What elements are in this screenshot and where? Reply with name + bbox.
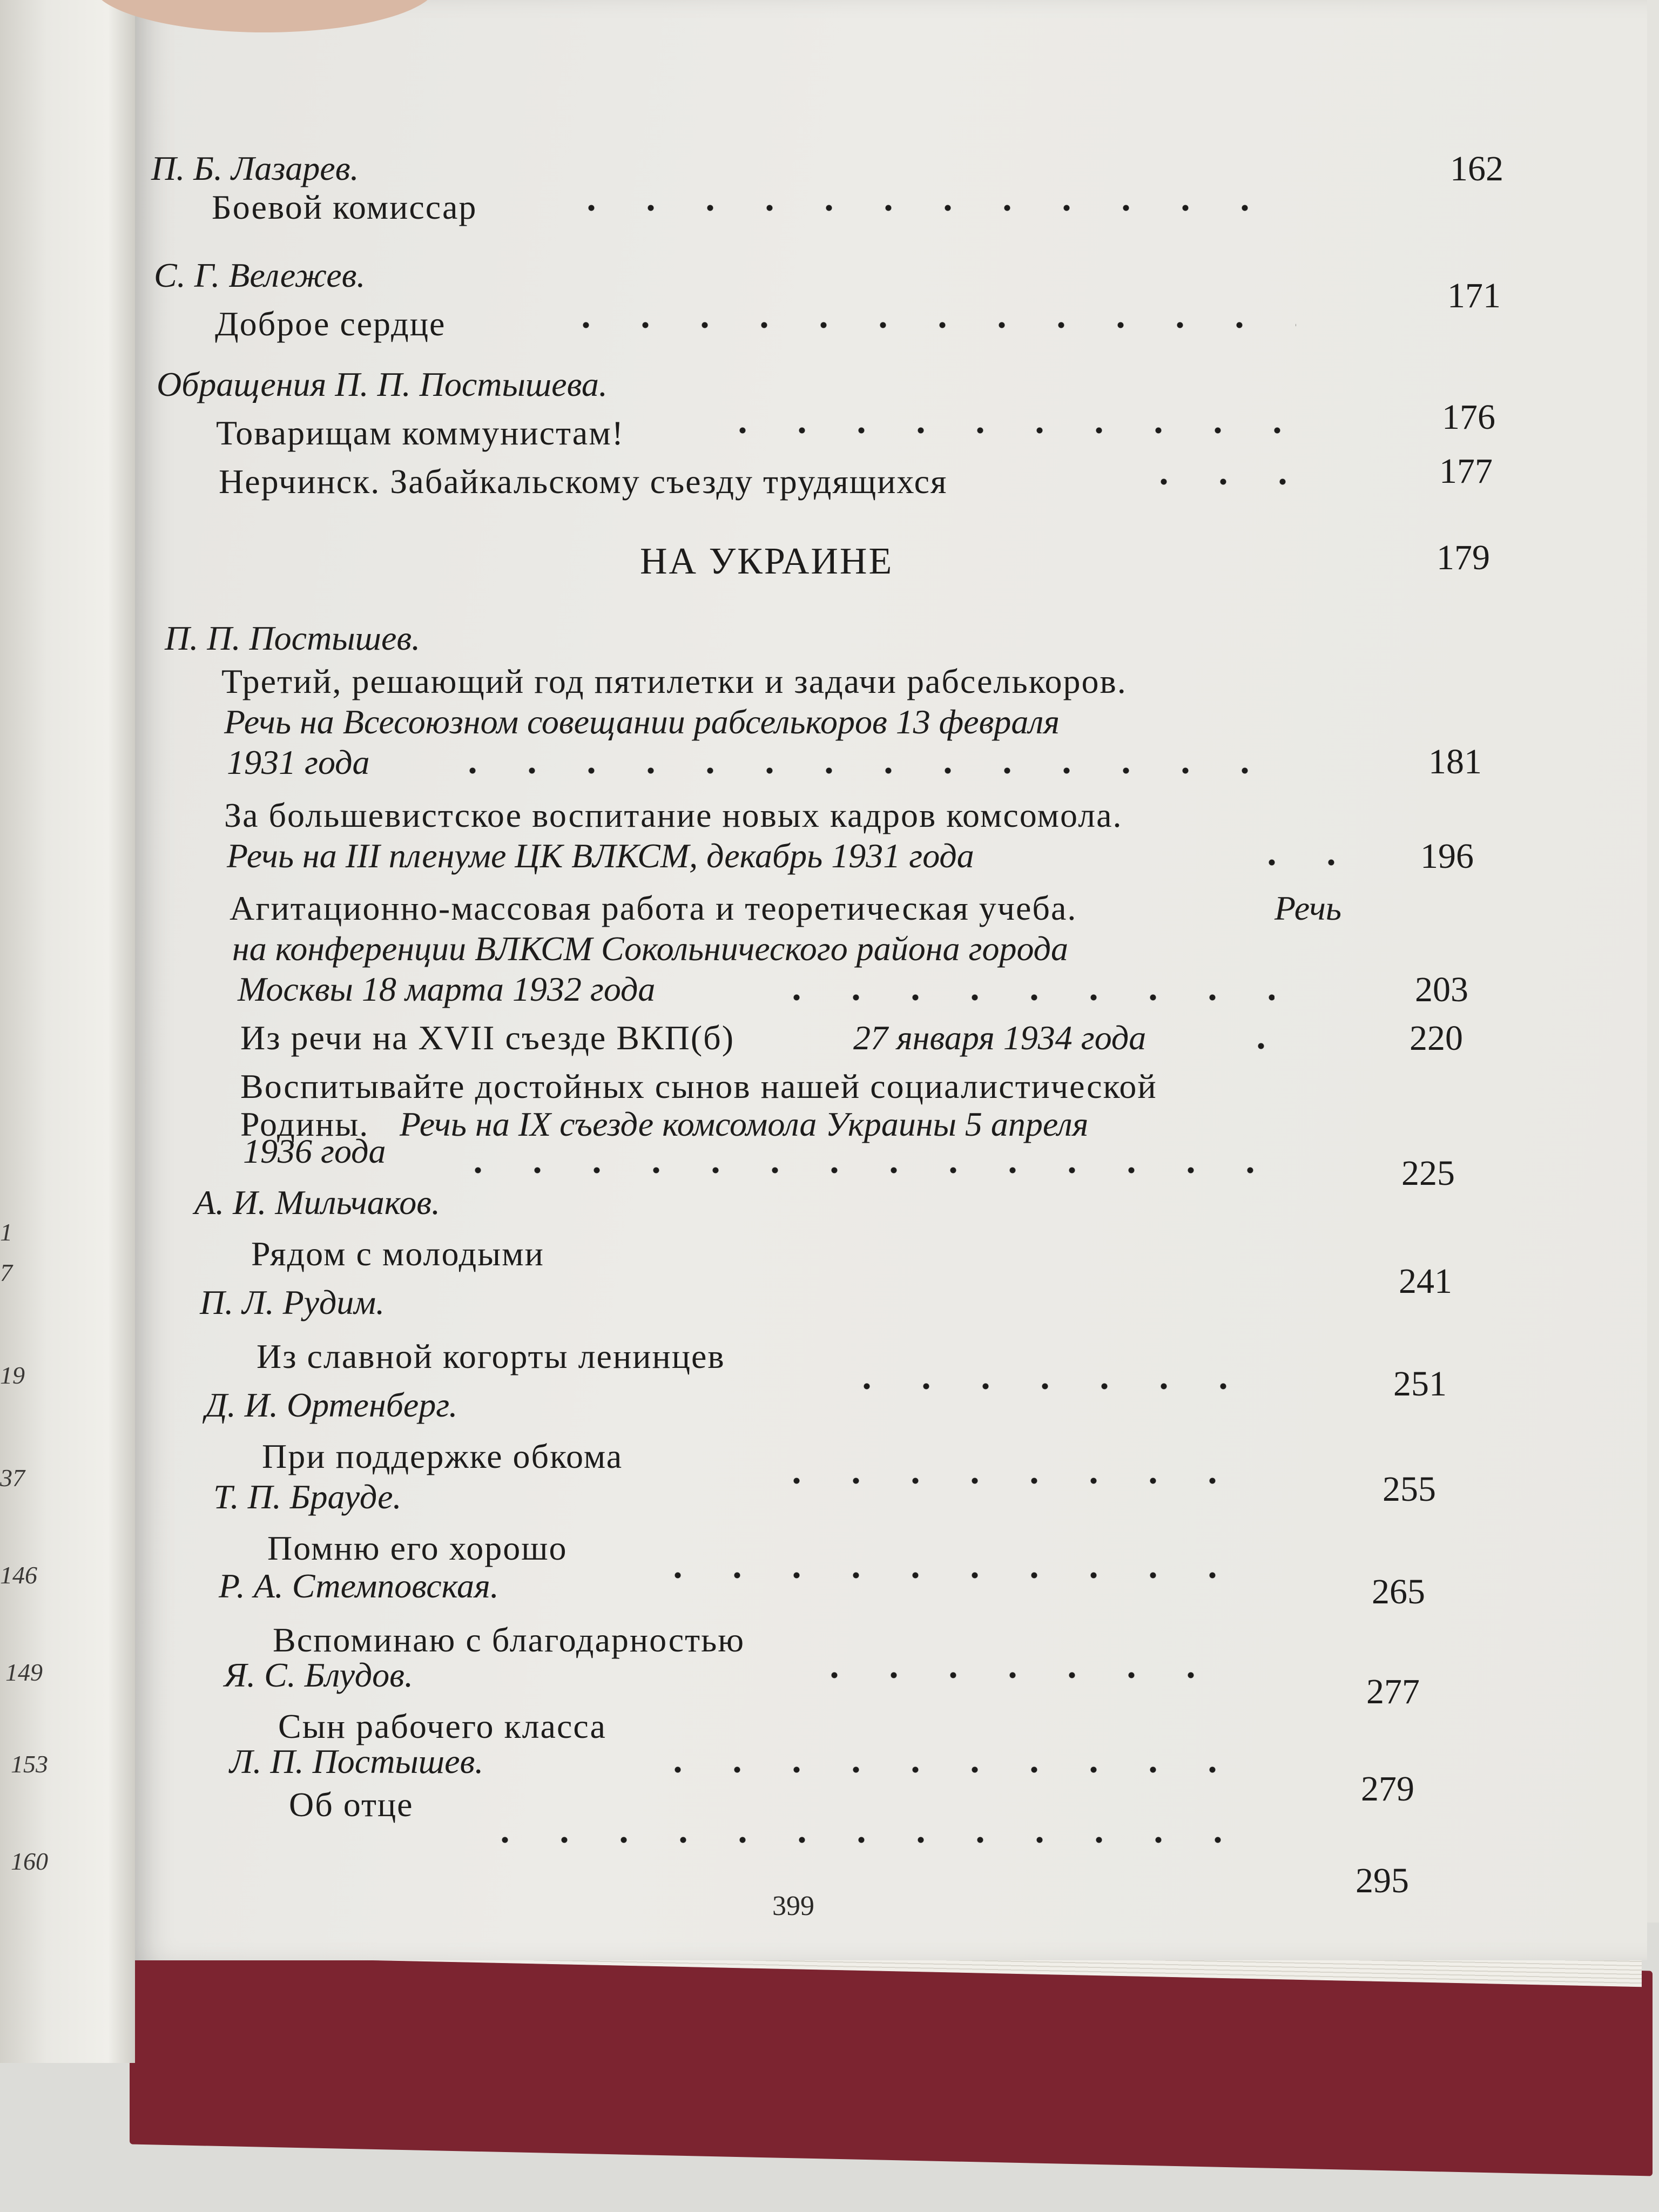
section-heading: НА УКРАИНЕ xyxy=(640,541,894,582)
leader-dots xyxy=(1242,859,1350,866)
entry-note: 1936 года xyxy=(243,1132,386,1170)
entry-author: А. И. Мильчаков. xyxy=(194,1183,441,1222)
entry-author: Обращения П. П. Постышева. xyxy=(157,365,608,403)
leader-dots xyxy=(1231,1042,1285,1050)
page-number: 196 xyxy=(1420,837,1474,876)
entry-author: Р. А. Стемповская. xyxy=(219,1567,499,1605)
entry-title: Товарищам коммунистам! xyxy=(216,414,624,452)
leader-dots xyxy=(1134,478,1296,485)
leader-dots xyxy=(767,1477,1253,1485)
entry-title: Родины. xyxy=(240,1105,369,1143)
left-page-number: 149 xyxy=(5,1658,43,1686)
entry-title: За большевистское воспитание новых кадров комсомола. xyxy=(224,796,1123,834)
entry-author: Т. П. Брауде. xyxy=(213,1478,402,1516)
contents-page xyxy=(135,0,1647,1960)
entry-author: П. П. Постышев. xyxy=(165,619,421,657)
leader-dots xyxy=(837,1382,1258,1390)
page-number: 255 xyxy=(1382,1469,1436,1509)
page-number: 162 xyxy=(1450,149,1503,188)
leader-dots xyxy=(805,1671,1237,1679)
entry-title: Вспоминаю с благодарностью xyxy=(273,1621,745,1659)
page-number: 241 xyxy=(1399,1262,1452,1301)
entry-author: С. Г. Вележев. xyxy=(154,256,366,294)
entry-title: Из славной когорты ленинцев xyxy=(257,1337,725,1375)
page-number: 176 xyxy=(1442,397,1495,437)
entry-title: Рядом с молодыми xyxy=(251,1235,544,1273)
page-number: 171 xyxy=(1447,276,1501,315)
entry-note: Речь на Всесоюзном совещании рабселькоров 13 февраля xyxy=(224,703,1060,741)
left-page-number: 160 xyxy=(11,1847,48,1875)
left-page-number: 7 xyxy=(0,1259,12,1286)
leader-dots xyxy=(648,1766,1231,1773)
page-number: 181 xyxy=(1428,742,1482,781)
left-page-number: 1 xyxy=(0,1218,12,1246)
entry-note: на конференции ВЛКСМ Сокольнического района города xyxy=(232,929,1068,968)
entry-author: П. Б. Лазарев. xyxy=(151,149,359,187)
page-number: 220 xyxy=(1410,1019,1463,1058)
page-number: 279 xyxy=(1361,1769,1414,1809)
left-page-number: 19 xyxy=(0,1361,25,1389)
leader-dots xyxy=(562,204,1296,212)
entry-author: Л. П. Постышев. xyxy=(230,1742,484,1781)
leader-dots xyxy=(448,1166,1269,1174)
leader-dots xyxy=(443,767,1269,774)
left-page-number: 37 xyxy=(0,1464,25,1492)
entry-title: Из речи на XVII съезде ВКП(б) xyxy=(240,1019,735,1057)
entry-title: Помню его хорошо xyxy=(267,1529,568,1567)
page-number: 277 xyxy=(1366,1672,1420,1711)
entry-note: 27 января 1934 года xyxy=(853,1019,1147,1057)
leader-dots xyxy=(713,427,1296,434)
leader-dots xyxy=(556,321,1296,329)
leader-dots xyxy=(767,994,1274,1001)
entry-title: Доброе сердце xyxy=(215,305,446,343)
page-folio: 399 xyxy=(772,1891,814,1921)
page-number: 179 xyxy=(1437,538,1490,577)
entry-title: Третий, решающий год пятилетки и задачи рабселькоров. xyxy=(221,662,1127,700)
leader-dots xyxy=(475,1836,1226,1844)
entry-title: Боевой комиссар xyxy=(212,188,477,226)
page-number: 225 xyxy=(1401,1154,1455,1193)
entry-title: Агитационно-массовая работа и теоретическая учеба. xyxy=(230,889,1077,927)
entry-author: П. Л. Рудим. xyxy=(200,1283,385,1321)
leader-dots xyxy=(648,1572,1242,1579)
left-page xyxy=(0,0,135,2063)
page-number: 177 xyxy=(1439,451,1493,491)
thumb xyxy=(92,0,437,32)
left-page-number: 146 xyxy=(0,1561,37,1589)
entry-note: Речь на IX съезде комсомола Украины 5 апреля xyxy=(400,1105,1089,1143)
entry-author: Д. И. Ортенберг. xyxy=(205,1386,458,1424)
left-page-number: 153 xyxy=(11,1750,48,1778)
entry-title: При поддержке обкома xyxy=(262,1437,623,1475)
page-number: 295 xyxy=(1355,1861,1409,1900)
entry-title: Воспитывайте достойных сынов нашей социалистической xyxy=(240,1067,1157,1105)
entry-note: Москвы 18 марта 1932 года xyxy=(238,970,656,1008)
entry-note: Речь на III пленуме ЦК ВЛКСМ, декабрь 1931 года xyxy=(227,837,974,875)
page-number: 203 xyxy=(1415,970,1468,1009)
page-number: 265 xyxy=(1372,1572,1425,1611)
entry-note: 1931 года xyxy=(227,743,370,781)
entry-note: Речь xyxy=(1274,889,1341,927)
entry-title: Нерчинск. Забайкальскому съезду трудящихся xyxy=(219,462,948,501)
entry-title: Об отце xyxy=(289,1785,414,1824)
entry-author: Я. С. Блудов. xyxy=(224,1656,413,1694)
entry-title: Сын рабочего класса xyxy=(278,1707,606,1745)
page-number: 251 xyxy=(1393,1364,1447,1404)
